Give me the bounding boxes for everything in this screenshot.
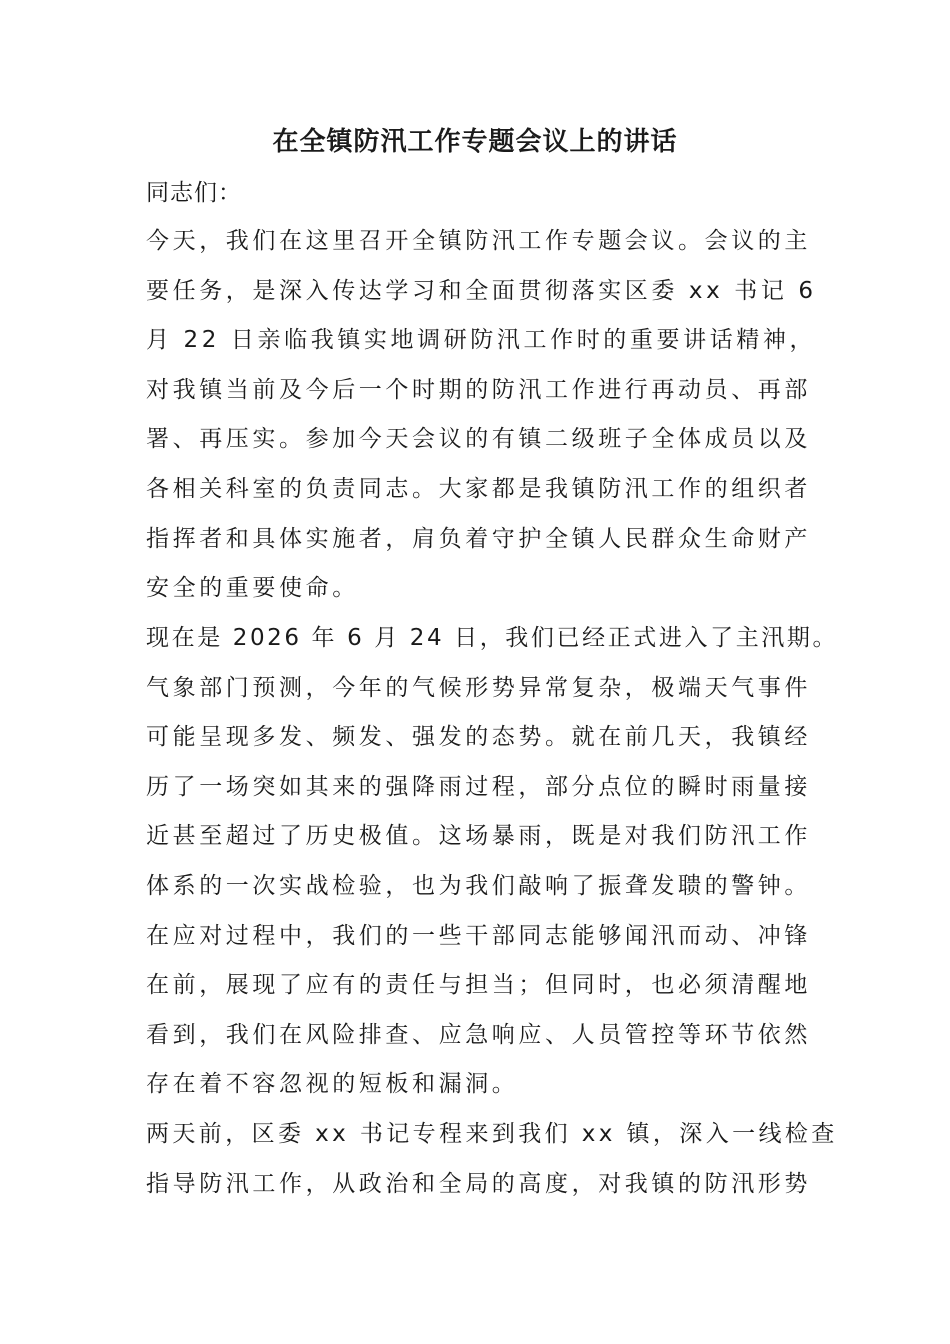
text-line: 月 22 日亲临我镇实地调研防汛工作时的重要讲话精神， bbox=[146, 327, 817, 354]
document-title: 在全镇防汛工作专题会议上的讲话 bbox=[272, 127, 678, 157]
text-line: 安全的重要使命。 bbox=[146, 575, 359, 602]
text-line: 两天前，区委 xx 书记专程来到我们 xx 镇，深入一线检查 bbox=[146, 1121, 838, 1147]
text-line: 存在着不容忽视的短板和漏洞。 bbox=[146, 1071, 519, 1098]
paragraph-2 bbox=[146, 614, 839, 1110]
text-line: 对我镇当前及今后一个时期的防汛工作进行再动员、再部 bbox=[146, 376, 811, 403]
text-line: 现在是 2026 年 6 月 24 日，我们已经正式进入了主汛期。 bbox=[146, 625, 839, 651]
text-line: 体系的一次实战检验，也为我们敲响了振聋发聩的警钟。 bbox=[146, 872, 811, 899]
paragraph-1 bbox=[146, 217, 817, 614]
text-line: 气象部门预测，今年的气候形势异常复杂，极端天气事件 bbox=[146, 674, 811, 701]
text-line: 在前，展现了应有的责任与担当；但同时，也必须清醒地 bbox=[146, 972, 811, 999]
text-line: 近甚至超过了历史极值。这场暴雨，既是对我们防汛工作 bbox=[146, 823, 811, 850]
text-line: 要任务，是深入传达学习和全面贯彻落实区委 xx 书记 6 bbox=[146, 277, 817, 304]
text-line: 署、再压实。参加今天会议的有镇二级班子全体成员以及 bbox=[146, 426, 811, 453]
paragraph-3 bbox=[146, 1110, 838, 1209]
text-line: 在应对过程中，我们的一些干部同志能够闻汛而动、冲锋 bbox=[146, 922, 811, 949]
text-line: 今天，我们在这里召开全镇防汛工作专题会议。会议的主 bbox=[146, 228, 811, 254]
text-line: 历了一场突如其来的强降雨过程，部分点位的瞬时雨量接 bbox=[146, 773, 811, 800]
salutation: 同志们： bbox=[146, 180, 242, 206]
text-line: 看到，我们在风险排查、应急响应、人员管控等环节依然 bbox=[146, 1021, 811, 1048]
text-line: 可能呈现多发、频发、强发的态势。就在前几天，我镇经 bbox=[146, 724, 811, 751]
text-line: 指导防汛工作，从政治和全局的高度，对我镇的防汛形势 bbox=[146, 1170, 811, 1197]
text-line: 指挥者和具体实施者，肩负着守护全镇人民群众生命财产 bbox=[146, 525, 811, 552]
text-line: 各相关科室的负责同志。大家都是我镇防汛工作的组织者 bbox=[146, 475, 811, 502]
